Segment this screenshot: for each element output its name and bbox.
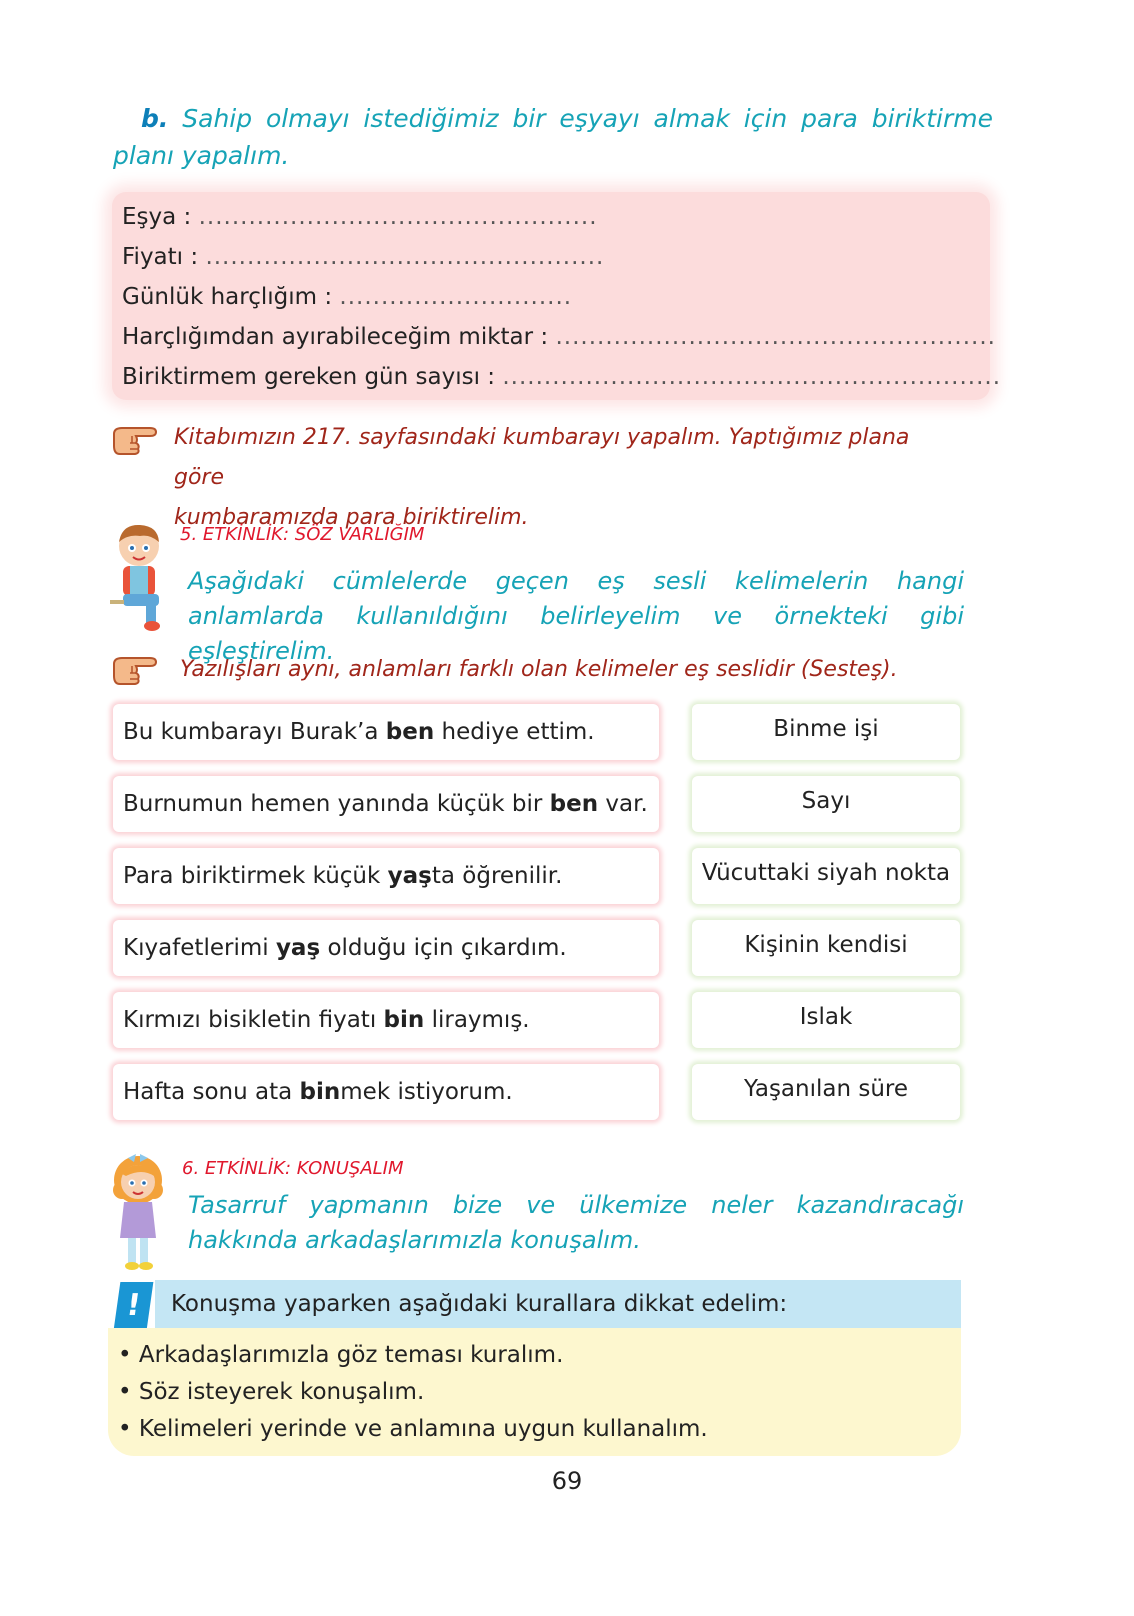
sentence-text: mek istiyorum.: [340, 1079, 513, 1105]
sentence-text: Para biriktirmek küçük: [123, 863, 388, 889]
plan-line-item[interactable]: [122, 204, 598, 230]
plan-line-price[interactable]: [122, 244, 604, 270]
sentence-box[interactable]: [113, 848, 659, 904]
rules-list: [108, 1328, 961, 1456]
pointing-hand-icon: [110, 650, 158, 688]
sentence-text: Kırmızı bisikletin fiyatı: [123, 1007, 384, 1033]
homonym-word: bin: [299, 1079, 341, 1105]
activity-5-instruction: Aşağıdaki cümlelerde geçen eş sesli kelimelerin hangi anlamlarda kullanıldığını belirleyelim ve örnekteki gibi eşleştirelim.: [188, 567, 964, 665]
sentence-text: Bu kumbarayı Burak’a: [123, 719, 386, 745]
plan-label: Günlük harçlığım :: [122, 284, 333, 310]
section-b-instruction: Sahip olmayı istediğimiz bir eşyayı almak için para biriktirme planı yapalım.: [113, 104, 993, 170]
page-number: 69: [551, 1467, 583, 1495]
rule-item: • Söz isteyerek konuşalım.: [118, 1379, 425, 1405]
activity-5-title: 5. ETKİNLİK: SÖZ VARLIĞIM: [180, 524, 425, 545]
sentence-box[interactable]: [113, 1064, 659, 1120]
meaning-box[interactable]: Binme işi: [692, 704, 960, 760]
rule-item: • Kelimeleri yerinde ve anlamına uygun kullanalım.: [118, 1416, 708, 1442]
plan-line-amount[interactable]: [122, 324, 996, 350]
saving-plan-box: [112, 192, 1002, 400]
sentence-box[interactable]: [113, 776, 659, 832]
plan-blank[interactable]: .....................................................: [555, 324, 996, 350]
homonym-word: ben: [549, 791, 599, 817]
sentence-box[interactable]: [113, 704, 659, 760]
section-b-label: b.: [141, 104, 169, 133]
meaning-box[interactable]: Kişinin kendisi: [692, 920, 960, 976]
pointing-hand-icon: [110, 420, 158, 458]
sentence-text: Kıyafetlerimi: [123, 935, 276, 961]
homonym-word: ben: [385, 719, 435, 745]
plan-blank[interactable]: ............................................................: [502, 364, 1002, 390]
plan-label: Fiyatı :: [122, 244, 199, 270]
sentence-text: Hafta sonu ata: [123, 1079, 300, 1105]
sentence-text: olduğu için çıkardım.: [320, 935, 567, 961]
meaning-box[interactable]: Yaşanılan süre: [692, 1064, 960, 1120]
instruction-line-2: kumbaramızda para biriktirelim.: [174, 505, 529, 530]
plan-line-days[interactable]: [122, 364, 1001, 390]
plan-blank[interactable]: ................................................: [205, 244, 605, 270]
instruction-line-1: Kitabımızın 217. sayfasındaki kumbarayı yapalım. Yaptığımız plana göre: [174, 425, 910, 490]
plan-line-allowance[interactable]: [122, 284, 572, 310]
rules-heading: Konuşma yaparken aşağıdaki kurallara dikkat edelim:: [155, 1280, 961, 1328]
plan-blank[interactable]: ............................: [339, 284, 573, 310]
activity-6-instruction: Tasarruf yapmanın bize ve ülkemize neler kazandıracağı hakkında arkadaşlarımızla konuşalım.: [188, 1191, 964, 1254]
meaning-box[interactable]: Islak: [692, 992, 960, 1048]
meaning-box[interactable]: Sayı: [692, 776, 960, 832]
plan-label: Harçlığımdan ayırabileceğim miktar :: [122, 324, 549, 350]
girl-character-illustration: [106, 1150, 170, 1274]
meaning-box[interactable]: Vücuttaki siyah nokta: [692, 848, 960, 904]
plan-blank[interactable]: ................................................: [198, 204, 598, 230]
exclamation-icon: !: [114, 1282, 154, 1330]
sentence-text: liraymış.: [424, 1007, 530, 1033]
sentence-text: Burnumun hemen yanında küçük bir: [123, 791, 550, 817]
instruction-piggybank: [174, 418, 964, 538]
rule-item: • Arkadaşlarımızla göz teması kuralım.: [118, 1342, 564, 1368]
sentence-box[interactable]: [113, 920, 659, 976]
boy-character-illustration: [106, 520, 168, 632]
section-b-text: [113, 100, 993, 174]
sentence-text: var.: [598, 791, 648, 817]
sentence-box[interactable]: [113, 992, 659, 1048]
plan-label: Eşya :: [122, 204, 192, 230]
plan-label: Biriktirmem gereken gün sayısı :: [122, 364, 496, 390]
sentence-text: ta öğrenilir.: [431, 863, 563, 889]
homonym-word: bin: [383, 1007, 425, 1033]
homonym-word: yaş: [275, 935, 321, 961]
homonym-word: yaş: [387, 863, 432, 889]
activity-6-title: 6. ETKİNLİK: KONUŞALIM: [182, 1158, 404, 1179]
homonym-definition-note: Yazılışları aynı, anlamları farklı olan kelimeler eş seslidir (Sesteş).: [180, 657, 898, 682]
sentence-text: hediye ettim.: [434, 719, 595, 745]
